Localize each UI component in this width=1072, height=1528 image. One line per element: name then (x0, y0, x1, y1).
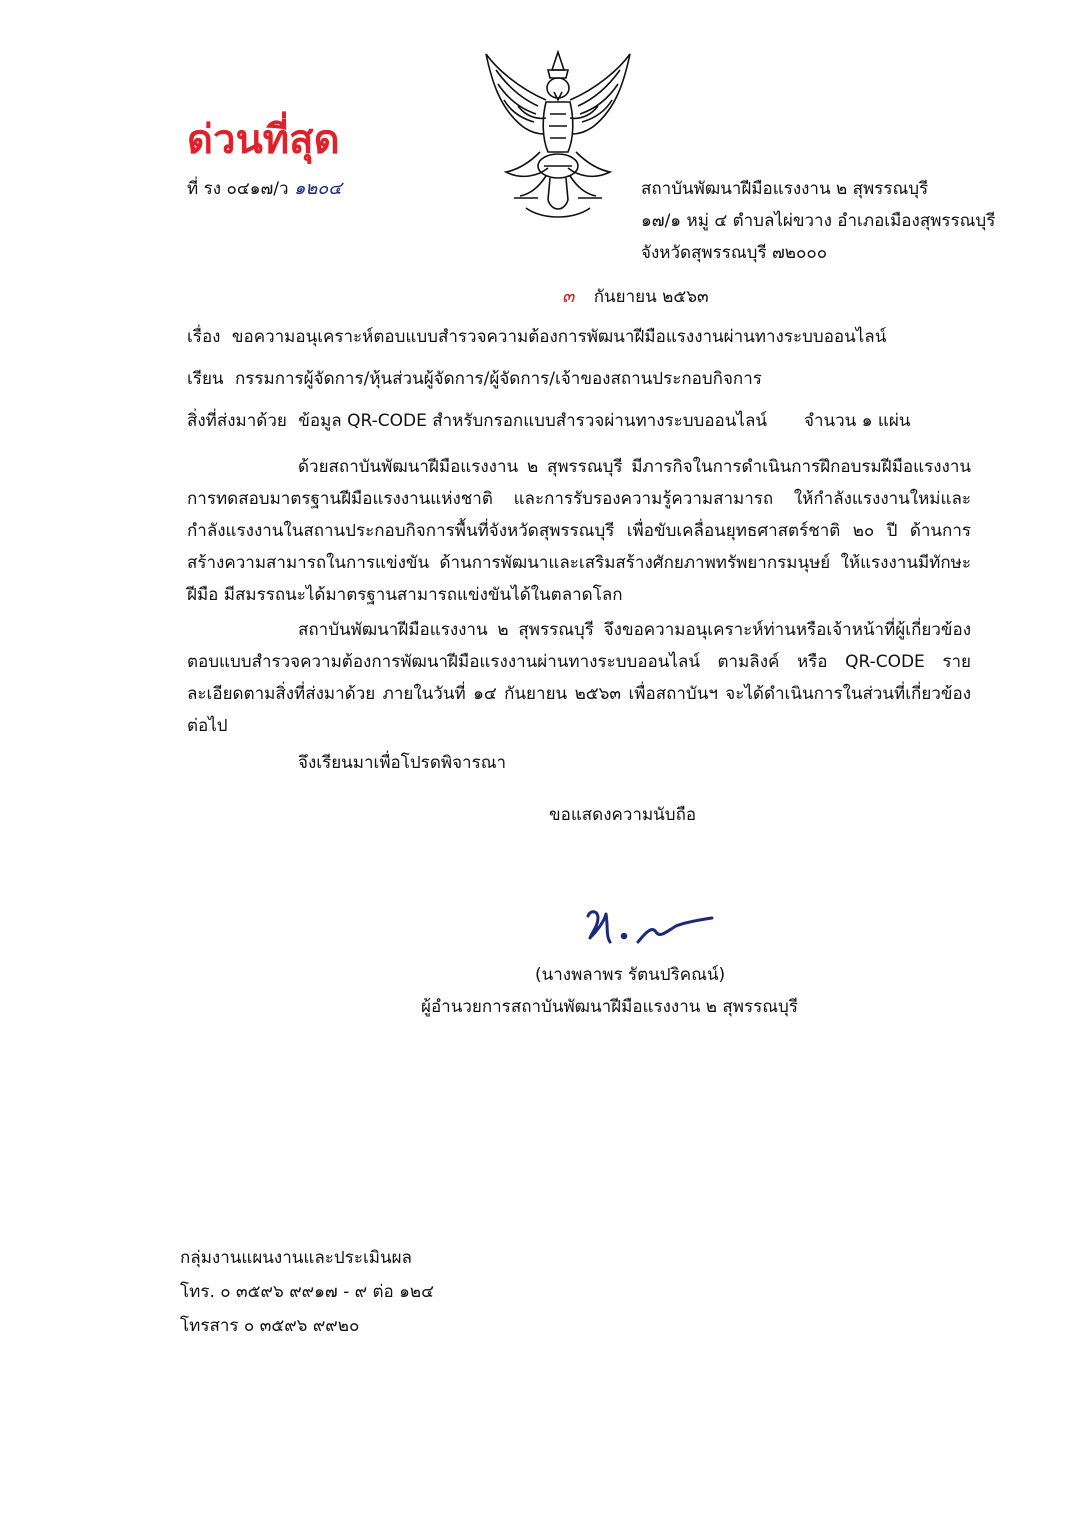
footer-department: กลุ่มงานแผนงานและประเมินผล (180, 1248, 412, 1268)
org-address-line-2: ๑๗/๑ หมู่ ๔ ตำบลไผ่ขวาง อำเภอเมืองสุพรรณบุรี (641, 211, 996, 231)
subject-line (187, 326, 886, 348)
reference-handwritten-number: ๑๒๐๔ (293, 178, 342, 199)
signatory-position: ผู้อำนวยการสถาบันพัฒนาฝีมือแรงงาน ๒ สุพรรณบุรี (421, 997, 798, 1017)
recipient-text: กรรมการผู้จัดการ/หุ้นส่วนผู้จัดการ/ผู้จัดการ/เจ้าของสถานประกอบกิจการ (234, 369, 762, 389)
date-month-year: กันยายน ๒๕๖๓ (593, 287, 709, 307)
org-address-line-1: สถาบันพัฒนาฝีมือแรงงาน ๒ สุพรรณบุรี (641, 179, 929, 199)
signatory-name: (นางพลาพร รัตนปริคณน์) (535, 965, 726, 985)
reference-number (187, 178, 342, 200)
regards-line: ขอแสดงความนับถือ (549, 805, 697, 825)
org-address-line-3: จังหวัดสุพรรณบุรี ๗๒๐๐๐ (641, 243, 828, 263)
footer-tel: โทร. ๐ ๓๕๙๖ ๙๙๑๗ - ๙ ต่อ ๑๒๔ (180, 1282, 434, 1302)
enclosure-label: สิ่งที่ส่งมาด้วย (187, 411, 287, 431)
garuda-emblem-icon (478, 48, 638, 224)
reference-prefix: ที่ รง ๐๔๑๗/ว (187, 179, 289, 199)
footer-fax: โทรสาร ๐ ๓๕๙๖ ๙๙๒๐ (180, 1316, 360, 1336)
body-paragraph-2: สถาบันพัฒนาฝีมือแรงงาน ๒ สุพรรณบุรี จึงขอความอนุเคราะห์ท่านหรือเจ้าหน้าที่ผู้เกี่ยวข้อง ตอบแบบสำรวจความต้องการพัฒนาฝีมือแรงงานผ่านทางระบบออนไลน์ ตามลิงค์ หรือ QR-CODE รายละเอียดตามสิ่งที่ส่งมาด้วย ภายในวันที่ ๑๔ กันยายน ๒๕๖๓ เพื่อสถาบันฯ จะได้ดำเนินการในส่วนที่เกี่ยวข้องต่อไป (187, 620, 971, 736)
enclosure-line (187, 410, 767, 432)
closing-line: จึงเรียนมาเพื่อโปรดพิจารณา (298, 753, 507, 773)
letter-date (562, 286, 709, 308)
enclosure-count: จำนวน ๑ แผ่น (804, 411, 911, 431)
handwritten-signature-icon (580, 902, 720, 952)
date-day-handwritten: ๓ (562, 286, 575, 307)
enclosure-text: ข้อมูล QR-CODE สำหรับกรอกแบบสำรวจผ่านทางระบบออนไลน์ (298, 411, 767, 431)
recipient-line (187, 368, 762, 390)
subject-label: เรื่อง (187, 327, 221, 347)
body-paragraph-1: ด้วยสถาบันพัฒนาฝีมือแรงงาน ๒ สุพรรณบุรี มีภารกิจในการดำเนินการฝึกอบรมฝีมือแรงงาน การทดสอบมาตรฐานฝีมือแรงงานแห่งชาติ และการรับรองความรู้ความสามารถ ให้กำลังแรงงานใหม่และกำลังแรงงานในสถานประกอบกิจการพื้นที่จังหวัดสุพรรณบุรี เพื่อขับเคลื่อนยุทธศาสตร์ชาติ ๒๐ ปี ด้านการสร้างความสามารถในการแข่งขัน ด้านการพัฒนาและเสริมสร้างศักยภาพทรัพยากรมนุษย์ ให้แรงงานมีทักษะฝีมือ มีสมรรถนะได้มาตรฐานสามารถแข่งขันได้ในตลาดโลก (187, 457, 971, 605)
recipient-label: เรียน (187, 369, 224, 389)
urgency-stamp: ด่วนที่สุด (187, 116, 340, 163)
subject-text: ขอความอนุเคราะห์ตอบแบบสำรวจความต้องการพัฒนาฝีมือแรงงานผ่านทางระบบออนไลน์ (231, 327, 887, 347)
